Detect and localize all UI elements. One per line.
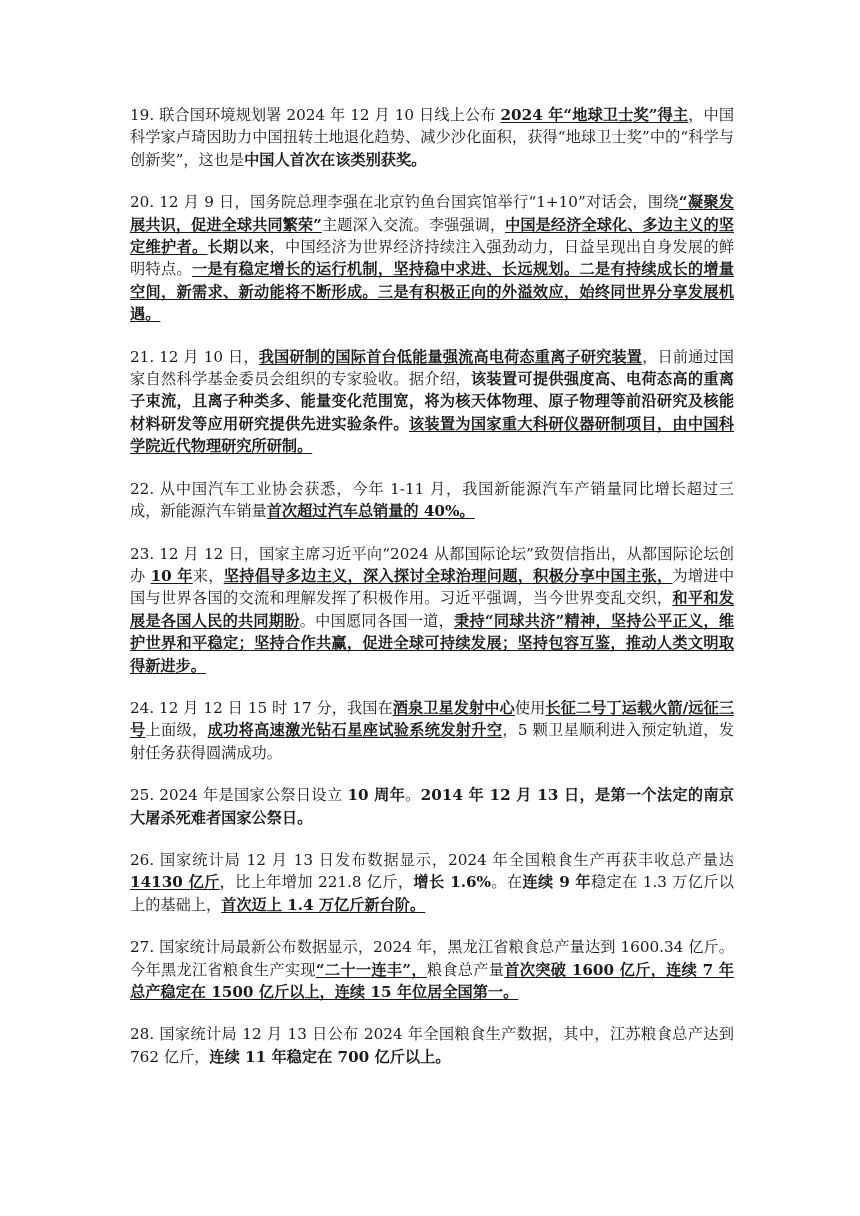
item-bold-text: 长期以来 [207,238,270,257]
news-item [130,1023,734,1068]
item-key-point-text: 14130 亿斤 [130,873,220,892]
item-text: 20. 12 月 9 日，国务院总理李强在北京钓鱼台国宾馆举行“1+10”对话会，围绕 [130,193,679,212]
news-item [130,191,734,325]
item-bold-text: 该装置可提供强度高、电荷态高的重离子束流，且离子种类多、能量变化范围宽，将为核天体物理、原子物理等前沿研究及核能材料研发等应用研究提供先进实验条件。 [130,370,735,433]
item-text: ，日前通过国家自然科学基金委员会组织的专家验收。据介绍， [130,347,734,389]
item-bold-text: 增长 1.6% [413,873,491,892]
item-text: 。在 [491,873,523,892]
item-bold-text: 连续 11 年稳定在 700 亿斤以上。 [209,1047,451,1066]
news-item [130,784,734,829]
item-text: ，5 颗卫星顺利进入预定轨道，发射任务获得圆满成功。 [130,721,735,762]
item-key-point-text: 首次超过汽车总销量的 40%。 [266,502,475,521]
item-key-point-text: 成功将高速激光钻石星座试验系统发射升空 [207,721,503,740]
news-item [130,936,734,1003]
item-bold-text: 中国人首次在该类别获奖。 [244,150,427,169]
item-text: 24. 12 月 12 日 15 时 17 分，我国在 [130,698,393,717]
item-key-point-text: “凝聚发展共识，促进全球共同繁荣” [130,193,734,234]
item-text: 。中国愿同各国一道， [299,611,455,630]
item-key-point-text: 10 年 [150,566,193,585]
item-text: 28. 国家统计局 12 月 13 日公布 2024 年全国粮食生产数据，其中，江苏粮食总产达到 762 亿斤， [130,1025,734,1066]
news-item [130,849,734,916]
item-key-point-text: 首次迈上 1.4 万亿斤新台阶。 [221,895,426,914]
item-text: 21. 12 月 10 日， [130,347,259,366]
item-text: 为增进中国与世界各国的交流和理解发挥了积极作用。习近平强调，当今世界变乱交织， [130,566,735,608]
item-text: 稳定在 1.3 万亿斤以上的基础上， [130,873,734,914]
item-key-point-text: 我国研制的国际首台低能量强流高电荷态重离子研究装置 [258,347,643,366]
news-item-list [130,104,734,1068]
item-text: ，中国科学家卢琦因助力中国扭转土地退化趋势、减少沙化面积，获得“地球卫士奖”中的“科学与创新奖”，这也是 [130,106,735,169]
item-key-point-text: 坚持倡导多边主义，深入探讨全球治理问题，积极分享中国主张， [223,566,673,585]
news-item [130,478,734,523]
item-text: 主题深入交流。李强强调， [321,215,506,234]
news-item [130,697,734,764]
item-bold-text: 10 周年 [347,786,406,805]
item-key-point-text: 和平和发展是各国人民的共同期盼 [130,589,735,630]
item-text: ，比上年增加 221.8 亿斤， [219,873,414,892]
item-key-point-text: 中国是经济全球化、多边主义的坚定维护者。 [130,215,734,257]
item-text: 。 [405,786,421,805]
item-text: 粮食总产量 [426,960,505,979]
item-key-point-text: “二十一连丰”， [315,960,427,979]
item-text: 19. 联合国环境规划署 2024 年 12 月 10 日线上公布 [130,106,501,124]
item-key-point-text: 长征二号丁运载火箭/远征三号 [130,698,735,740]
item-key-point-text: 秉持“同球共济”精神，坚持公平正义，维护世界和平稳定；坚持合作共赢，促进全球可持续发展；坚持包容互鉴，推动人类文明取得新进步。 [130,611,735,675]
news-item [130,104,734,171]
item-text: 26. 国家统计局 12 月 13 日发布数据显示，2024 年全国粮食生产再获丰收总产量达 [130,850,734,869]
news-item [130,543,734,677]
item-text: 25. 2024 年是国家公祭日设立 [130,786,348,805]
item-key-point-text: 一是有稳定增长的运行机制，坚持稳中求进、长远规划。二是有持续成长的增量空间，新需求、新动能将不断形成。三是有积极正向的外溢效应，始终同世界分享发展机遇。 [130,260,735,324]
item-bold-text: 2014 年 12 月 13 日，是第一个法定的南京大屠杀死难者国家公祭日。 [130,786,734,827]
news-item [130,346,734,458]
item-text: 使用 [514,698,546,717]
item-text: 上面级， [145,721,208,740]
item-text: ，中国经济为世界经济持续注入强劲动力，日益呈现出自身发展的鲜明特点。 [130,238,735,279]
item-text: 27. 国家统计局最新公布数据显示，2024 年，黑龙江省粮食总产量达到 1600.34 亿斤。今年黑龙江省粮食生产实现 [130,938,734,979]
item-key-point-text: 酒泉卫星发射中心 [392,698,515,717]
item-text: 22. 从中国汽车工业协会获悉，今年 1-11 月，我国新能源汽车产销量同比增长超过三成，新能源汽车销量 [130,479,734,521]
item-key-point-text: 2024 年“地球卫士奖”得主 [500,106,689,124]
item-key-point-text: 首次突破 1600 亿斤，连续 7 年总产稳定在 1500 亿斤以上，连续 15 年位居全国第一。 [130,960,734,1001]
item-text: 来， [192,566,224,585]
item-key-point-text: 该装置为国家重大科研仪器研制项目，由中国科学院近代物理研究所研制。 [130,414,735,456]
item-bold-text: 连续 9 年 [522,873,591,892]
item-text: 23. 12 月 12 日，国家主席习近平向“2024 从都国际论坛”致贺信指出，从都国际论坛创办 [130,544,734,585]
